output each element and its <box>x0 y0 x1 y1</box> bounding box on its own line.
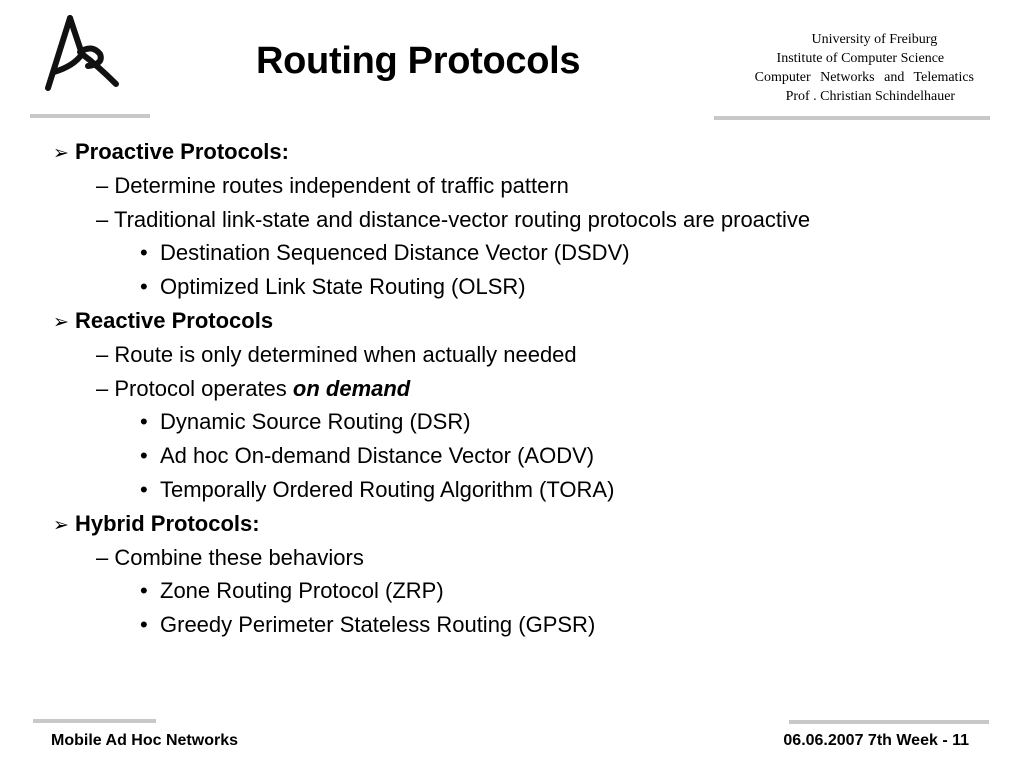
section-heading-proactive <box>0 135 1024 169</box>
slide-title: Routing Protocols <box>256 40 581 82</box>
list-item <box>0 473 1024 507</box>
section-heading-text: Proactive Protocols: <box>75 139 289 164</box>
footer-divider-right <box>789 720 989 724</box>
list-item-text: Ad hoc On-demand Distance Vector (AODV) <box>160 443 595 469</box>
section-heading-text: Reactive Protocols <box>75 307 274 333</box>
header-divider-left <box>30 114 150 118</box>
list-item <box>0 405 1024 439</box>
list-item-text: Determine routes independent of traffic pattern <box>114 172 569 198</box>
list-item <box>0 608 1024 642</box>
dash-bullet: – <box>96 172 115 198</box>
emphasis-text: on demand <box>292 375 411 401</box>
university-logo-icon <box>40 14 124 94</box>
dash-bullet: – <box>96 206 114 232</box>
list-item-text: Dynamic Source Routing (DSR) <box>160 409 471 435</box>
dot-bullet: • <box>140 274 148 300</box>
footer-course: Mobile Ad Hoc Networks <box>51 732 238 749</box>
list-item <box>0 169 1024 203</box>
dash-bullet: – <box>96 341 115 367</box>
footer-page-info: 06.06.2007 7th Week - 11 <box>783 732 969 749</box>
arrow-bullet-icon: ➢ <box>53 311 69 333</box>
institution-info <box>754 30 976 106</box>
list-item-text: Protocol operates <box>114 375 293 401</box>
list-item <box>0 372 1024 406</box>
list-item-text: Optimized Link State Routing (OLSR) <box>160 274 526 300</box>
list-item <box>0 270 1024 304</box>
section-heading-text: Hybrid Protocols: <box>75 510 260 536</box>
list-item <box>0 574 1024 608</box>
dot-bullet: • <box>140 476 148 502</box>
footer-divider-left <box>33 719 156 723</box>
dot-bullet: • <box>140 612 148 638</box>
list-item-text: Destination Sequenced Distance Vector (DSDV) <box>160 240 630 266</box>
list-item <box>0 236 1024 270</box>
dot-bullet: • <box>140 578 148 604</box>
list-item-text: Temporally Ordered Routing Algorithm (TORA) <box>160 476 615 502</box>
dot-bullet: • <box>140 409 148 435</box>
list-item <box>0 541 1024 575</box>
institute-name: Institute of Computer Science <box>776 51 945 66</box>
section-heading-reactive <box>0 304 1024 338</box>
header-divider-right <box>714 116 990 120</box>
dot-bullet: • <box>140 443 148 469</box>
dash-bullet: – <box>96 375 115 401</box>
group-name: Computer Networks and Telematics <box>754 70 974 85</box>
dot-bullet: • <box>140 240 148 266</box>
university-name: University of Freiburg <box>811 32 938 47</box>
list-item-text: Zone Routing Protocol (ZRP) <box>160 578 444 604</box>
list-item-text: Traditional link-state and distance-vector routing protocols are proactive <box>113 206 811 232</box>
list-item <box>0 203 1024 237</box>
list-item-text: Combine these behaviors <box>114 544 364 570</box>
slide-body <box>0 135 1024 642</box>
list-item-text: Route is only determined when actually needed <box>114 341 577 367</box>
list-item <box>0 439 1024 473</box>
section-heading-hybrid <box>0 507 1024 541</box>
dash-bullet: – <box>96 544 115 570</box>
arrow-bullet-icon: ➢ <box>53 514 69 536</box>
list-item <box>0 338 1024 372</box>
professor-name: Prof . Christian Schindelhauer <box>785 89 956 104</box>
list-item-text: Greedy Perimeter Stateless Routing (GPSR) <box>160 612 596 638</box>
arrow-bullet-icon: ➢ <box>53 143 69 164</box>
